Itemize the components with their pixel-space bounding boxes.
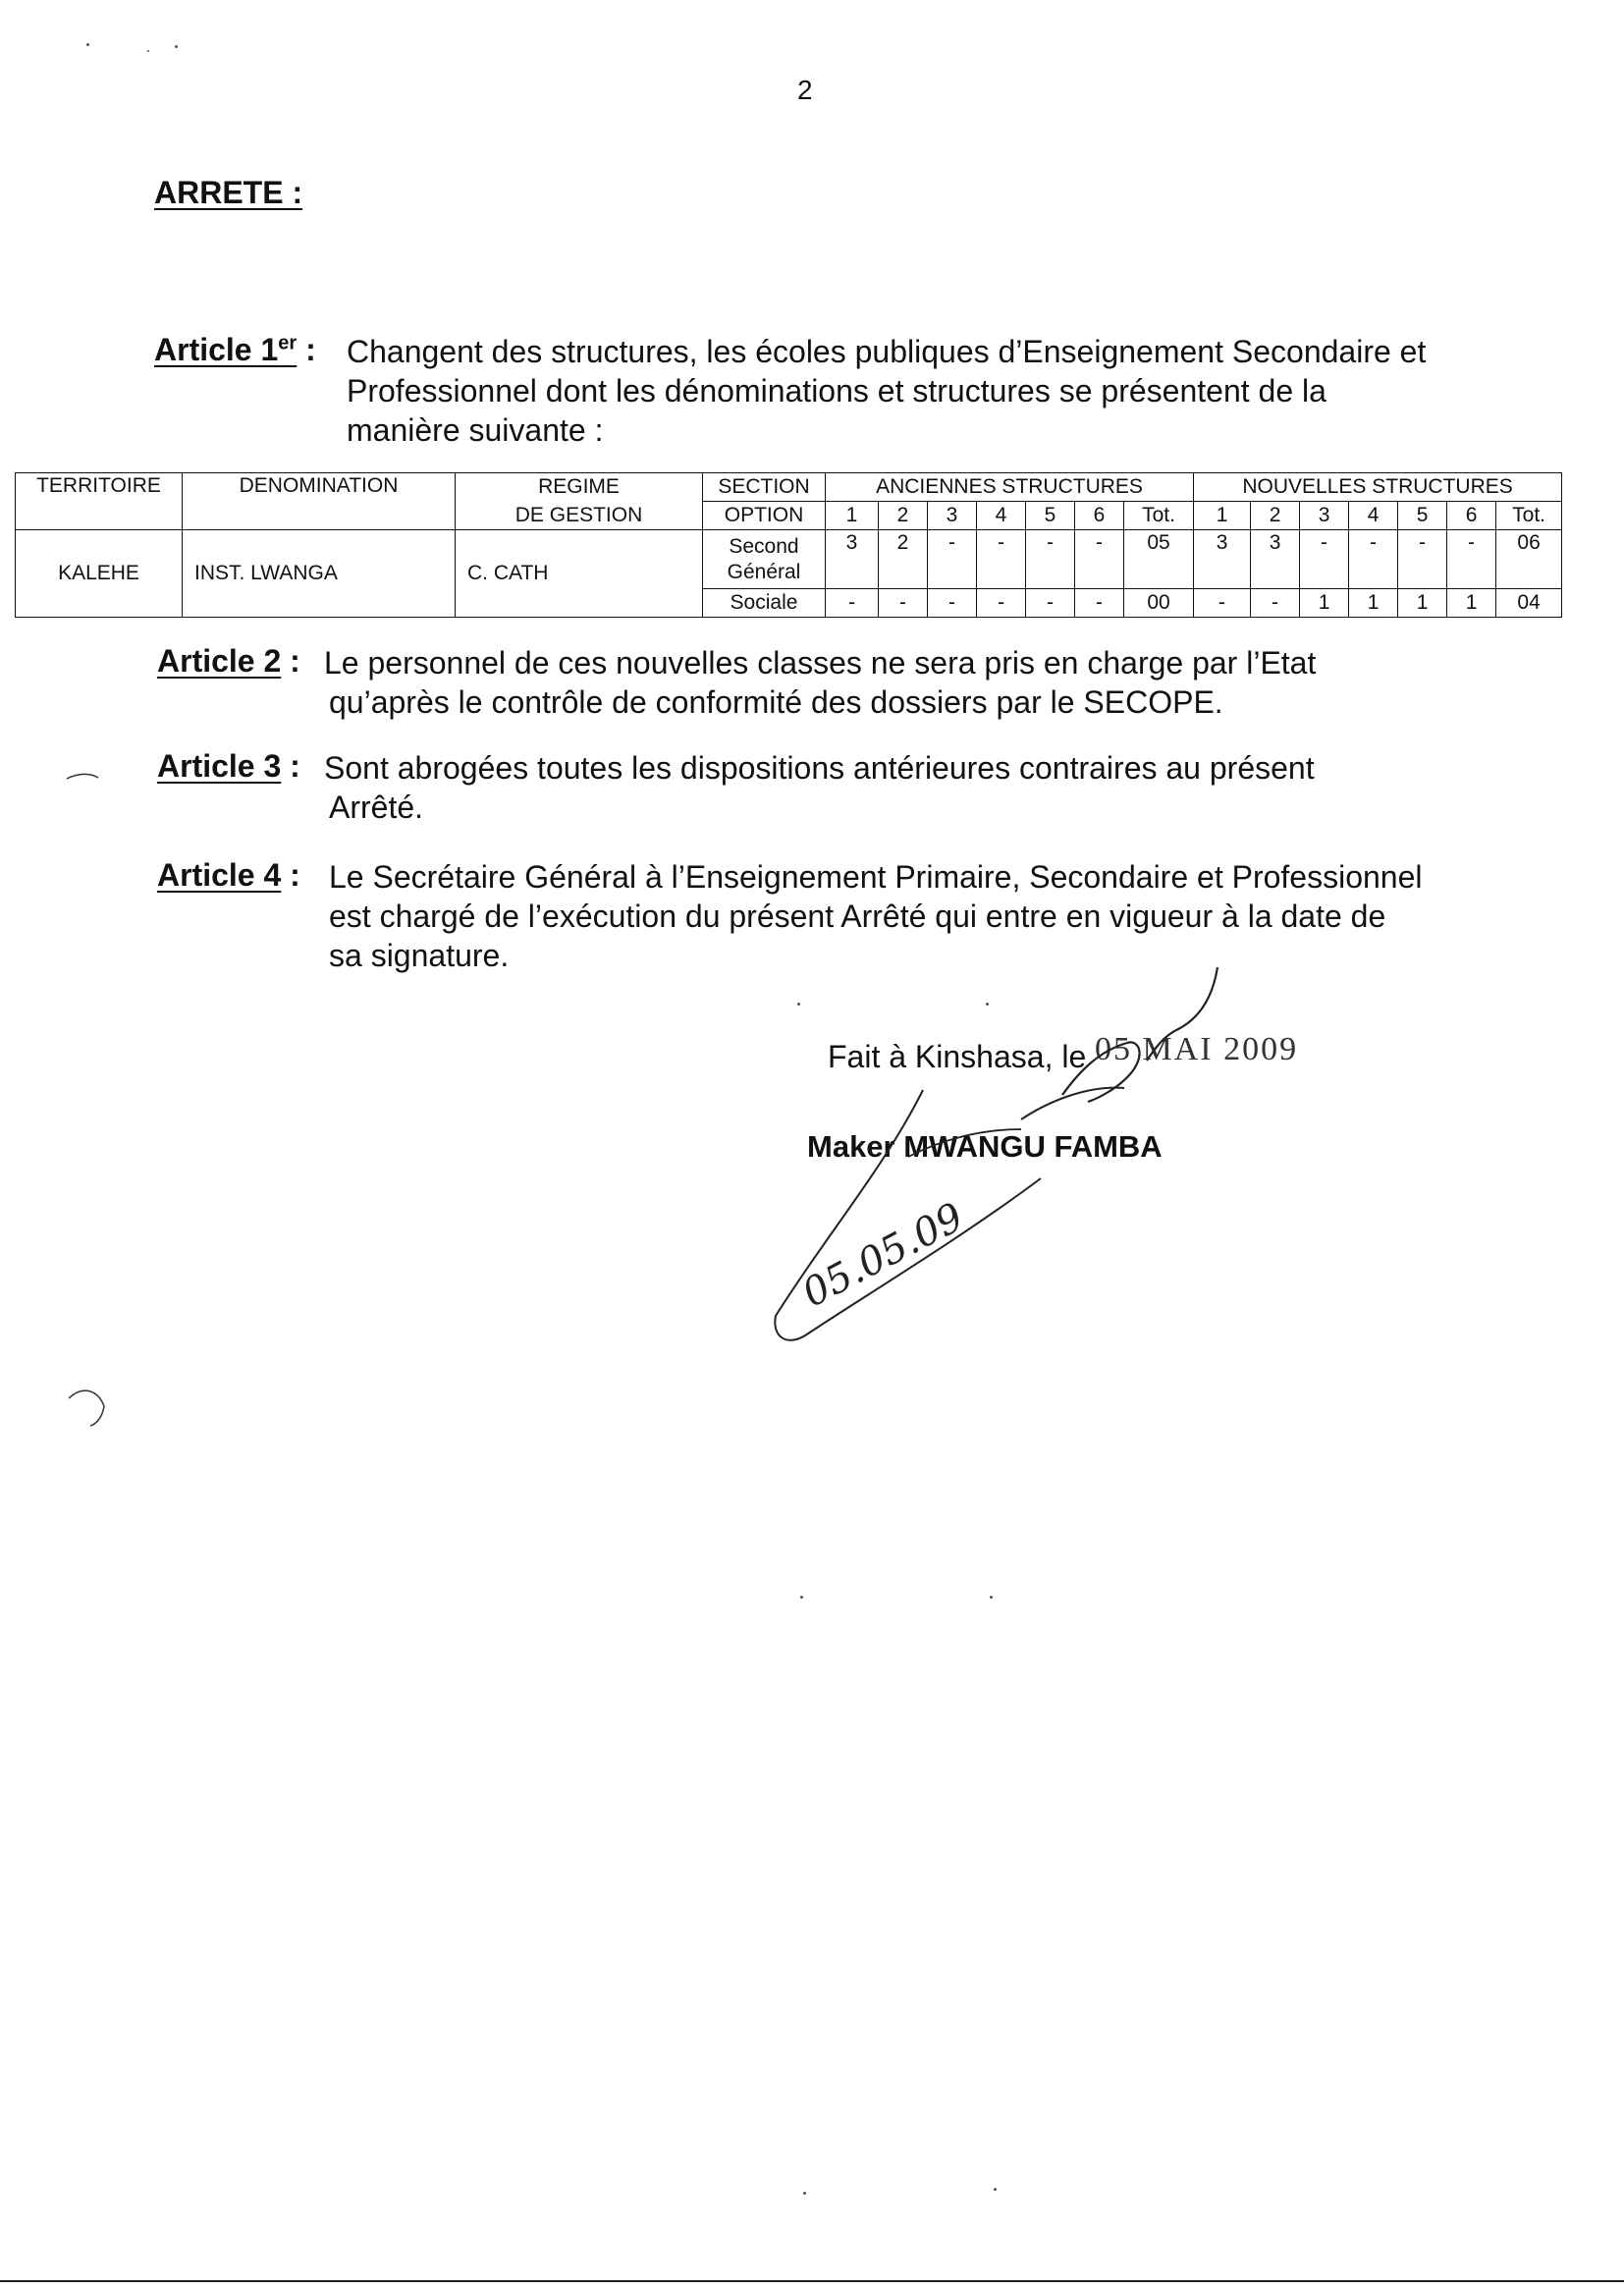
cell-value: -: [1026, 530, 1075, 589]
cell-value: 1: [1349, 589, 1398, 618]
article-1-line: Changent des structures, les écoles publiques d’Enseignement Secondaire et: [347, 334, 1427, 369]
cell-section-line-2: Général: [727, 560, 801, 583]
article-4-line: est chargé de l’exécution du présent Arrêté qui entre en vigueur à la date de: [329, 899, 1386, 934]
cell-denomination: INST. LWANGA: [183, 530, 456, 618]
header-section-1: SECTION: [703, 473, 826, 502]
header-section-2: OPTION: [703, 502, 826, 530]
article-3-line: Sont abrogées toutes les dispositions antérieures contraires au présent: [324, 750, 1315, 786]
header-regime-1: REGIME: [456, 473, 703, 502]
article-4-label: Article 4: [157, 857, 282, 893]
signature-stroke: [775, 1090, 1041, 1340]
cell-value: 1: [1300, 589, 1349, 618]
article-4-colon: :: [281, 857, 300, 893]
cell-value: 1: [1447, 589, 1496, 618]
cell-value: 3: [1251, 530, 1300, 589]
cell-value: -: [1251, 589, 1300, 618]
article-1-sup: er: [278, 332, 298, 354]
article-3-line: Arrêté.: [329, 790, 424, 825]
scan-speck: [147, 50, 149, 52]
header-anciennes-structures: ANCIENNES STRUCTURES: [826, 473, 1194, 502]
article-2-line: Le personnel de ces nouvelles classes ne sera pris en charge par l’Etat: [324, 645, 1317, 681]
header-col: 5: [1026, 502, 1075, 530]
header-col: 6: [1075, 502, 1124, 530]
article-1-colon: :: [297, 332, 316, 367]
cell-total: 06: [1496, 530, 1562, 589]
header-col: 1: [1194, 502, 1251, 530]
cell-territoire: KALEHE: [16, 530, 183, 618]
article-3-colon: :: [281, 748, 300, 784]
cell-total: 04: [1496, 589, 1562, 618]
article-2-line: qu’après le contrôle de conformité des dossiers par le SECOPE.: [329, 684, 1223, 720]
cell-value: 3: [826, 530, 879, 589]
cell-value: 3: [1194, 530, 1251, 589]
header-col: 2: [879, 502, 928, 530]
signature-stroke: [69, 1390, 104, 1426]
header-col: 3: [1300, 502, 1349, 530]
cell-value: -: [977, 589, 1026, 618]
header-col: 5: [1398, 502, 1447, 530]
signer-name: Maker MWANGU FAMBA: [807, 1129, 1163, 1164]
scan-speck: [797, 1003, 800, 1006]
cell-value: -: [1300, 530, 1349, 589]
header-col: Tot.: [1496, 502, 1562, 530]
cell-value: -: [1075, 589, 1124, 618]
signature-stroke: [908, 1129, 1021, 1157]
cell-value: 2: [879, 530, 928, 589]
cell-section: Sociale: [703, 589, 826, 618]
article-4-line: sa signature.: [329, 938, 510, 973]
cell-value: 1: [1398, 589, 1447, 618]
cell-total: 00: [1124, 589, 1194, 618]
header-col: 1: [826, 502, 879, 530]
signature-stroke: [1062, 1042, 1140, 1102]
bottom-rule: [0, 2280, 1624, 2282]
cell-value: -: [1447, 530, 1496, 589]
page-number: 2: [797, 75, 813, 105]
header-col: Tot.: [1124, 502, 1194, 530]
article-1-line: Professionnel dont les dénominations et structures se présentent de la: [347, 373, 1326, 409]
scan-speck: [800, 1596, 803, 1599]
header-nouvelles-structures: NOUVELLES STRUCTURES: [1194, 473, 1562, 502]
cell-value: -: [1194, 589, 1251, 618]
header-territoire: TERRITOIRE: [16, 473, 183, 530]
cell-value: -: [879, 589, 928, 618]
signoff-place: Fait à Kinshasa, le: [828, 1039, 1087, 1074]
article-1-line: manière suivante :: [347, 412, 604, 448]
header-denomination: DENOMINATION: [183, 473, 456, 530]
scan-speck: [990, 1596, 993, 1599]
article-2-colon: :: [281, 643, 300, 679]
cell-value: -: [826, 589, 879, 618]
article-3-label: Article 3: [157, 748, 282, 784]
header-regime-2: DE GESTION: [456, 502, 703, 530]
header-col: 6: [1447, 502, 1496, 530]
cell-value: -: [977, 530, 1026, 589]
cell-value: -: [928, 589, 977, 618]
stamped-date: 05 MAI 2009: [1095, 1031, 1299, 1067]
header-col: 4: [977, 502, 1026, 530]
header-col: 4: [1349, 502, 1398, 530]
article-2-label: Article 2: [157, 643, 282, 679]
arrete-title-text: ARRETE :: [154, 175, 303, 210]
scan-speck: [803, 2192, 806, 2195]
cell-value: -: [928, 530, 977, 589]
signature-stroke: [1147, 967, 1218, 1061]
cell-section-line-1: Second: [729, 534, 799, 558]
cell-value: -: [1026, 589, 1075, 618]
article-1-label: Article 1er: [154, 332, 298, 367]
article-4-line: Le Secrétaire Général à l’Enseignement Primaire, Secondaire et Professionnel: [329, 859, 1423, 895]
cell-regime: C. CATH: [456, 530, 703, 618]
scan-speck: [86, 43, 89, 46]
scan-speck: [994, 2188, 997, 2191]
header-col: 2: [1251, 502, 1300, 530]
cell-value: -: [1349, 530, 1398, 589]
cell-total: 05: [1124, 530, 1194, 589]
handwritten-date: 05.05.09: [795, 1194, 971, 1317]
scan-speck: [986, 1003, 989, 1006]
scan-speck: [175, 45, 178, 48]
header-col: 3: [928, 502, 977, 530]
cell-value: -: [1075, 530, 1124, 589]
signature-stroke: [67, 774, 98, 779]
cell-value: -: [1398, 530, 1447, 589]
